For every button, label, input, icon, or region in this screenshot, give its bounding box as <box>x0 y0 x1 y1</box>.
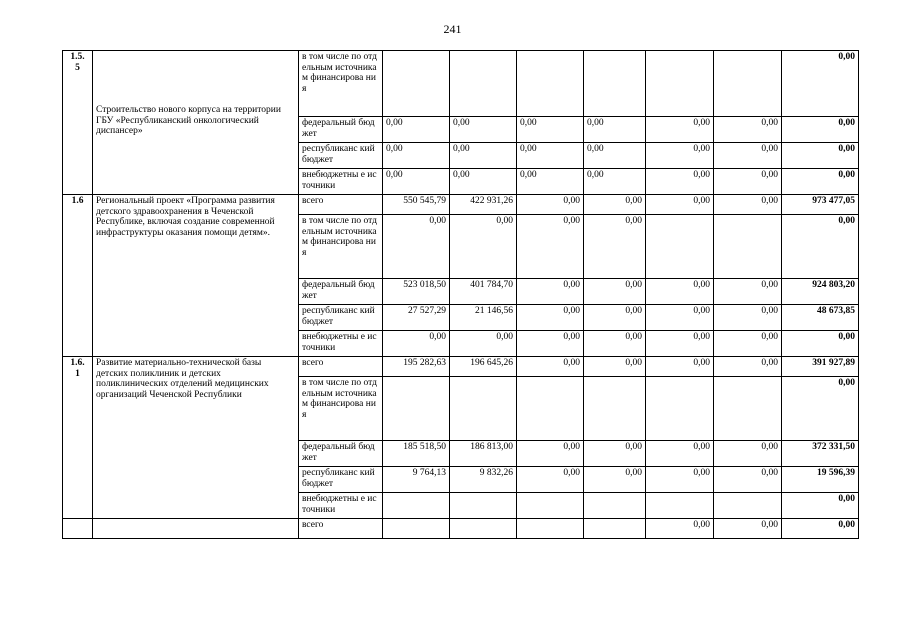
year-value: 0,00 <box>383 331 450 357</box>
total-value: 0,00 <box>782 169 859 195</box>
year-value <box>450 519 517 539</box>
year-value <box>584 493 646 519</box>
table-row <box>63 195 859 215</box>
section-code <box>63 519 93 539</box>
year-value: 0,00 <box>517 331 584 357</box>
year-value: 0,00 <box>714 519 782 539</box>
year-value <box>517 493 584 519</box>
funding-source: федеральный бюджет <box>299 279 383 305</box>
year-value: 0,00 <box>584 279 646 305</box>
year-value: 0,00 <box>517 279 584 305</box>
year-value: 186 813,00 <box>450 441 517 467</box>
total-value: 0,00 <box>782 493 859 519</box>
year-value <box>646 215 714 279</box>
year-value: 0,00 <box>714 143 782 169</box>
year-value: 0,00 <box>714 279 782 305</box>
year-value: 0,00 <box>584 195 646 215</box>
year-value: 0,00 <box>584 331 646 357</box>
funding-source: федеральный бюджет <box>299 441 383 467</box>
year-value: 27 527,29 <box>383 305 450 331</box>
year-value: 9 764,13 <box>383 467 450 493</box>
section-name: Строительство нового корпуса на территории ГБУ «Республиканский онкологический диспансер» <box>93 51 299 195</box>
total-value: 973 477,05 <box>782 195 859 215</box>
year-value: 0,00 <box>383 215 450 279</box>
total-value: 0,00 <box>782 117 859 143</box>
year-value: 523 018,50 <box>383 279 450 305</box>
total-value: 48 673,85 <box>782 305 859 331</box>
year-value <box>714 51 782 117</box>
funding-source: в том числе по отдельным источникам финансирова ния <box>299 377 383 441</box>
year-value: 0,00 <box>517 215 584 279</box>
year-value: 0,00 <box>646 169 714 195</box>
year-value <box>646 493 714 519</box>
year-value <box>450 51 517 117</box>
year-value: 21 146,56 <box>450 305 517 331</box>
total-value: 0,00 <box>782 519 859 539</box>
financing-table <box>62 50 859 539</box>
year-value <box>383 377 450 441</box>
year-value: 0,00 <box>517 143 584 169</box>
year-value: 0,00 <box>646 305 714 331</box>
year-value <box>450 377 517 441</box>
section-name <box>93 519 299 539</box>
year-value <box>714 377 782 441</box>
total-value: 0,00 <box>782 331 859 357</box>
year-value: 0,00 <box>646 117 714 143</box>
year-value: 0,00 <box>584 117 646 143</box>
year-value <box>714 215 782 279</box>
year-value: 0,00 <box>646 143 714 169</box>
year-value: 0,00 <box>517 169 584 195</box>
year-value: 401 784,70 <box>450 279 517 305</box>
section-code: 1.6 <box>63 195 93 357</box>
year-value <box>517 51 584 117</box>
year-value: 0,00 <box>714 169 782 195</box>
year-value: 0,00 <box>383 169 450 195</box>
year-value: 0,00 <box>714 467 782 493</box>
section-code: 1.5. 5 <box>63 51 93 195</box>
total-value: 0,00 <box>782 51 859 117</box>
total-value: 924 803,20 <box>782 279 859 305</box>
funding-source: внебюджетны е источники <box>299 169 383 195</box>
year-value: 0,00 <box>517 441 584 467</box>
funding-source: всего <box>299 357 383 377</box>
table-body <box>63 51 859 539</box>
funding-source: внебюджетны е источники <box>299 493 383 519</box>
funding-source: в том числе по отдельным источникам финансирова ния <box>299 51 383 117</box>
year-value: 0,00 <box>517 117 584 143</box>
table-row <box>63 519 859 539</box>
year-value: 0,00 <box>517 305 584 331</box>
section-code: 1.6. 1 <box>63 357 93 519</box>
year-value <box>383 519 450 539</box>
year-value <box>383 51 450 117</box>
page-number: 241 <box>443 22 462 36</box>
year-value: 0,00 <box>450 169 517 195</box>
total-value: 391 927,89 <box>782 357 859 377</box>
year-value <box>383 493 450 519</box>
year-value <box>517 377 584 441</box>
year-value: 0,00 <box>714 305 782 331</box>
year-value <box>450 493 517 519</box>
year-value <box>517 519 584 539</box>
year-value: 0,00 <box>646 279 714 305</box>
total-value: 0,00 <box>782 143 859 169</box>
funding-source: внебюджетны е источники <box>299 331 383 357</box>
funding-source: республиканс кий бюджет <box>299 467 383 493</box>
year-value: 0,00 <box>714 195 782 215</box>
year-value: 0,00 <box>646 331 714 357</box>
year-value: 0,00 <box>584 215 646 279</box>
year-value: 0,00 <box>584 143 646 169</box>
year-value: 0,00 <box>450 117 517 143</box>
total-value: 0,00 <box>782 377 859 441</box>
year-value: 0,00 <box>714 357 782 377</box>
year-value: 0,00 <box>517 357 584 377</box>
year-value: 0,00 <box>646 519 714 539</box>
year-value: 0,00 <box>714 331 782 357</box>
year-value: 0,00 <box>584 305 646 331</box>
section-name: Развитие материально-технической базы детских поликлиник и детских поликлинических отделений медицинских организаций Чеченской Республики <box>93 357 299 519</box>
year-value: 0,00 <box>517 195 584 215</box>
table-row <box>63 357 859 377</box>
year-value: 0,00 <box>584 169 646 195</box>
total-value: 0,00 <box>782 215 859 279</box>
year-value: 0,00 <box>646 195 714 215</box>
year-value: 0,00 <box>584 441 646 467</box>
year-value: 0,00 <box>646 357 714 377</box>
funding-source: всего <box>299 519 383 539</box>
year-value: 0,00 <box>584 357 646 377</box>
year-value: 0,00 <box>646 467 714 493</box>
year-value <box>646 51 714 117</box>
year-value: 0,00 <box>450 331 517 357</box>
year-value: 0,00 <box>383 143 450 169</box>
year-value: 0,00 <box>714 441 782 467</box>
year-value: 0,00 <box>450 215 517 279</box>
funding-source: республиканс кий бюджет <box>299 143 383 169</box>
year-value: 196 645,26 <box>450 357 517 377</box>
table-row <box>63 51 859 117</box>
year-value <box>584 519 646 539</box>
year-value: 0,00 <box>450 143 517 169</box>
year-value: 0,00 <box>517 467 584 493</box>
total-value: 19 596,39 <box>782 467 859 493</box>
year-value: 0,00 <box>383 117 450 143</box>
funding-source: федеральный бюджет <box>299 117 383 143</box>
funding-source: республиканс кий бюджет <box>299 305 383 331</box>
funding-source: всего <box>299 195 383 215</box>
year-value: 195 282,63 <box>383 357 450 377</box>
section-name: Региональный проект «Программа развития детского здравоохранения в Чеченской Республике, включая создание современной инфраструктуры оказания помощи детям». <box>93 195 299 357</box>
year-value: 422 931,26 <box>450 195 517 215</box>
year-value <box>714 493 782 519</box>
total-value: 372 331,50 <box>782 441 859 467</box>
year-value: 9 832,26 <box>450 467 517 493</box>
year-value: 0,00 <box>714 117 782 143</box>
year-value <box>584 51 646 117</box>
year-value <box>584 377 646 441</box>
funding-source: в том числе по отдельным источникам финансирова ния <box>299 215 383 279</box>
year-value: 550 545,79 <box>383 195 450 215</box>
year-value: 0,00 <box>646 441 714 467</box>
year-value <box>646 377 714 441</box>
year-value: 0,00 <box>584 467 646 493</box>
year-value: 185 518,50 <box>383 441 450 467</box>
